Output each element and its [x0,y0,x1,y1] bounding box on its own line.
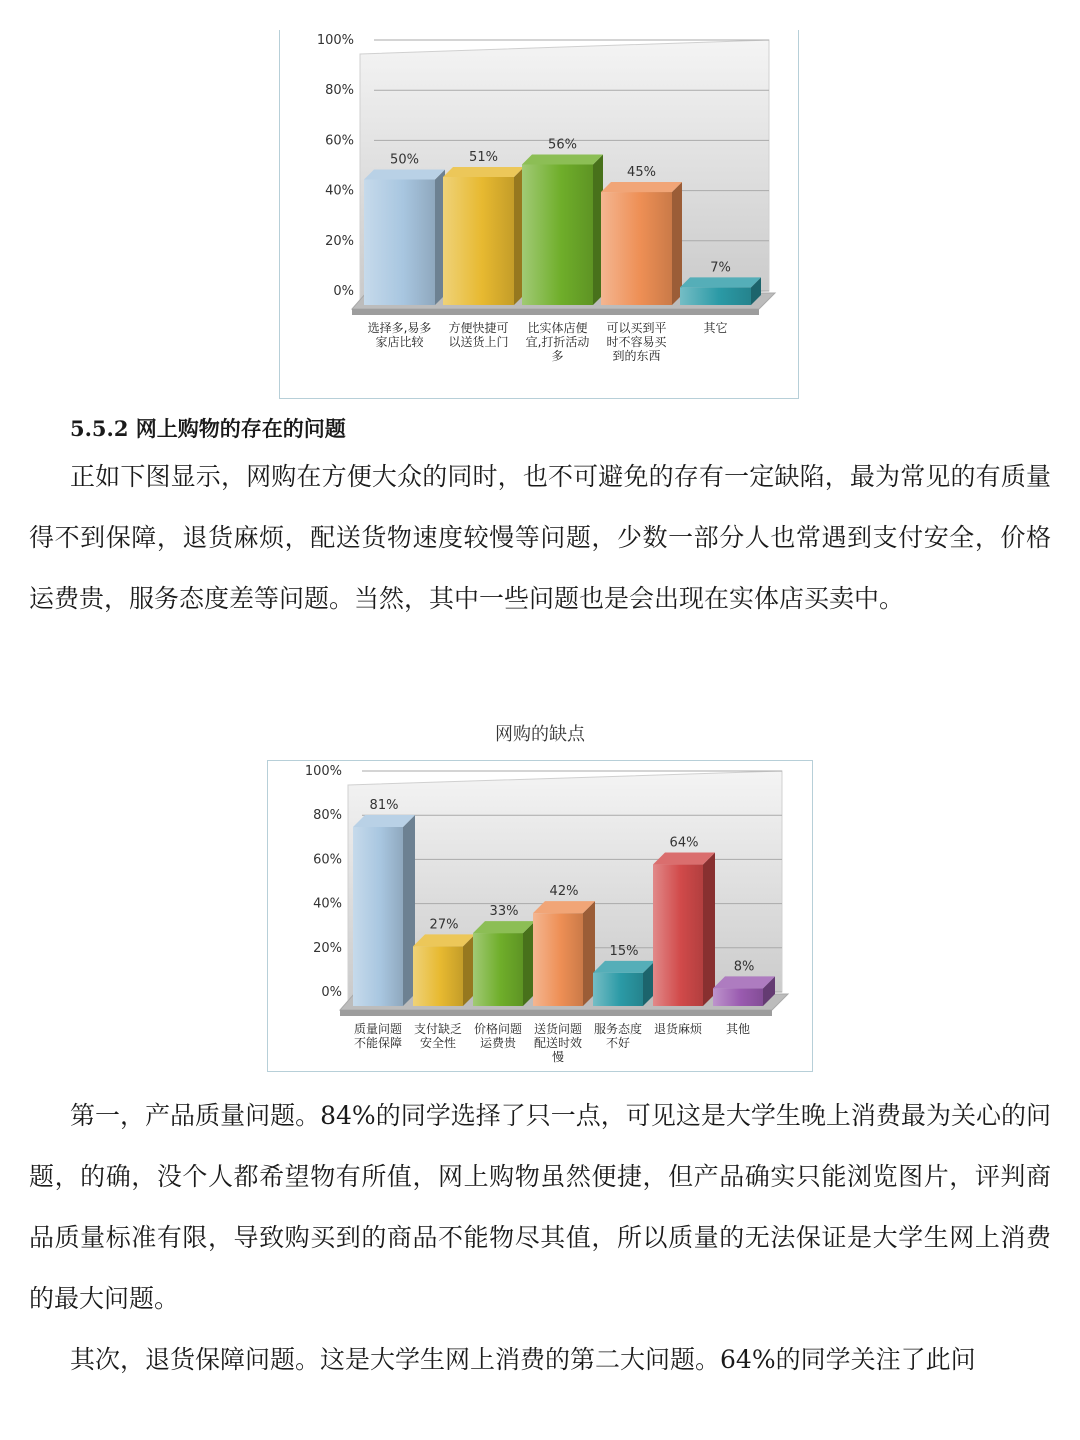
plot-floor-edge [340,1010,772,1016]
bar [593,961,655,1006]
x-category-label: 价格问题运费贵 [473,1022,522,1050]
bar [353,815,415,1006]
x-category-label: 方便快捷可以送货上门 [448,321,509,349]
y-tick-label: 100% [304,764,342,779]
y-tick-label: 100% [316,33,354,48]
bar [653,853,715,1006]
bar-value-label: 51% [469,149,498,165]
bar [601,182,682,305]
x-category-label: 其他 [725,1022,750,1036]
bar [522,154,603,305]
bar [713,976,775,1006]
y-tick-label: 20% [313,940,342,956]
paragraph-quality: 第一，产品质量问题。84%的同学选择了只一点，可见这是大学生晚上消费最为关心的问题，的确，没个人都希望物有所值，网上购物虽然便捷，但产品确实只能浏览图片，评判商品质量标准有限，导致购买到的商品不能物尽其值，所以质量的无法保证是大学生网上消费的最大问题。 [29,1101,1051,1313]
bar-value-label: 42% [549,884,579,900]
bar-value-label: 81% [369,797,399,813]
y-tick-label: 60% [313,852,342,868]
bar-value-label: 27% [429,917,459,933]
x-category-label: 其它 [703,321,728,335]
bar-value-label: 15% [609,943,639,959]
bar-value-label: 8% [733,959,755,975]
chart-title: 网购的缺点 [495,724,585,745]
bar-value-label: 45% [627,165,656,181]
x-category-label: 可以买到平时不容易买到的东西 [606,321,667,363]
paragraph-return: 其次，退货保障问题。这是大学生网上消费的第二大问题。64%的同学关注了此问 [70,1345,976,1374]
y-tick-label: 80% [313,808,342,824]
x-category-label: 送货问题配送时效慢 [533,1022,582,1064]
plot-floor-edge [352,309,759,315]
bar [473,921,535,1006]
x-category-label: 退货麻烦 [653,1022,702,1036]
y-tick-label: 40% [325,183,354,199]
bar-value-label: 64% [669,835,699,851]
bar-value-label: 33% [489,904,519,920]
bar-value-label: 56% [548,137,577,153]
y-tick-label: 80% [325,83,354,99]
x-category-label: 质量问题不能保障 [353,1022,402,1050]
y-tick-label: 60% [325,133,354,149]
chart-disadvantages [267,760,813,1072]
bar [443,167,524,305]
bar-value-label: 50% [390,152,419,168]
x-category-label: 支付缺乏安全性 [413,1022,462,1050]
x-category-label: 选择多,易多家店比较 [367,321,432,349]
y-tick-label: 0% [321,985,342,1000]
y-tick-label: 40% [313,896,342,912]
bar [364,170,445,306]
bar-value-label: 7% [710,260,731,276]
y-tick-label: 0% [333,284,354,299]
x-category-label: 服务态度不好 [593,1022,642,1050]
bar [533,901,595,1006]
x-category-label: 比实体店便宜,打折活动多 [525,321,590,363]
paragraph-intro: 正如下图显示，网购在方便大众的同时，也不可避免的存有一定缺陷，最为常见的有质量得不到保障，退货麻烦，配送货物速度较慢等问题，少数一部分人也常遇到支付安全，价格运费贵，服务态度差等问题。当然，其中一些问题也是会出现在实体店买卖中。 [29,462,1051,613]
bar [680,277,761,305]
section-heading: 5.5.2 网上购物的存在的问题 [70,416,346,441]
bar [413,934,475,1006]
y-tick-label: 20% [325,233,354,249]
chart-advantages [279,30,799,399]
